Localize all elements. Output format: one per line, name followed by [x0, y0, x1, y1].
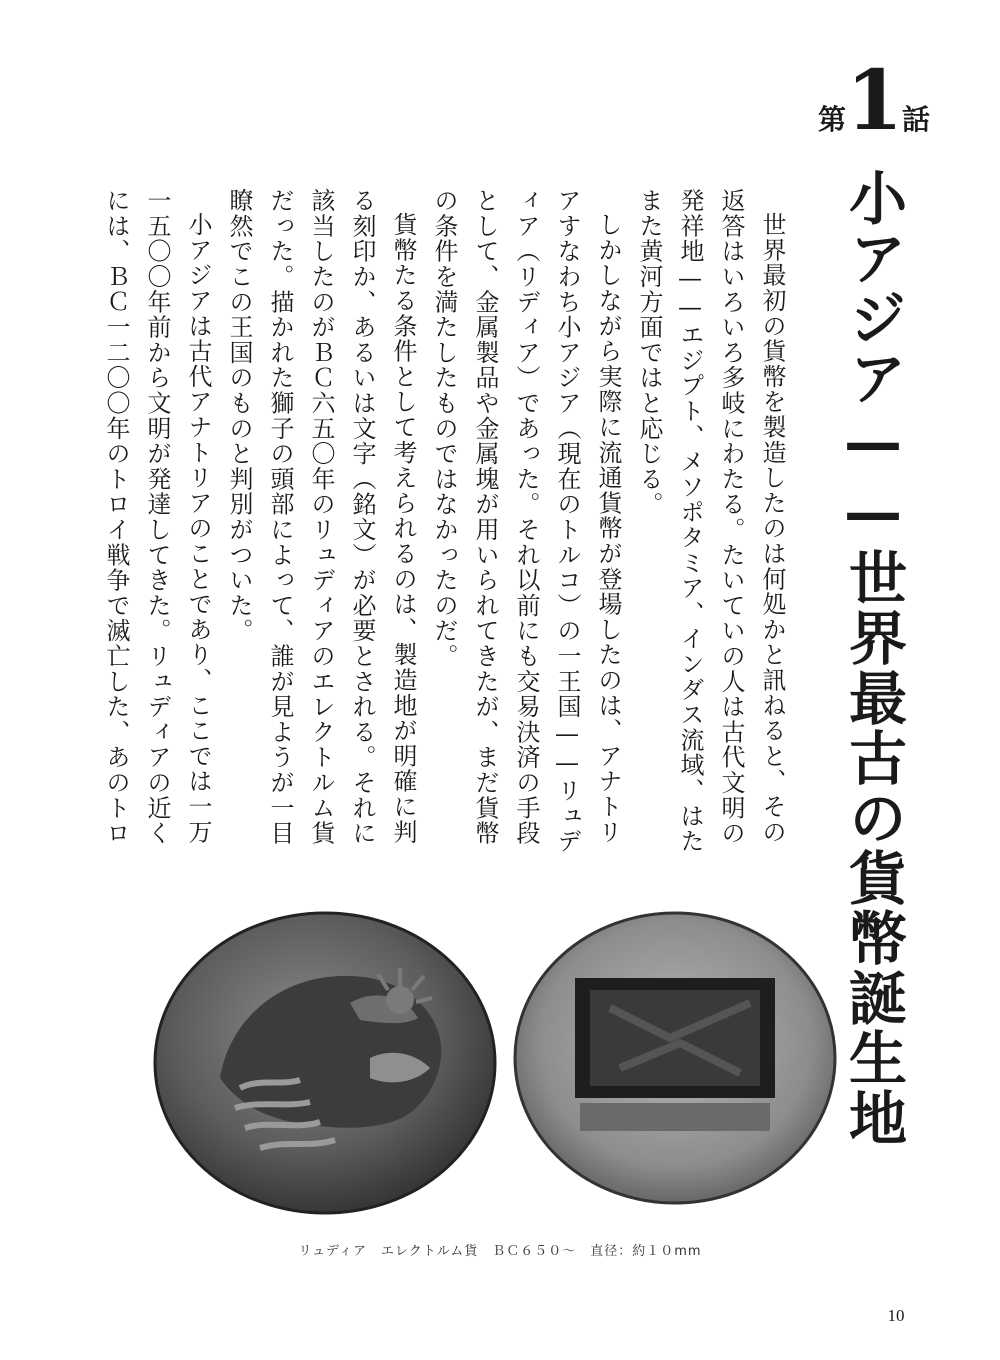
paragraph: 貨幣たる条件として考えられるのは、製造地が明確に判る刻印か、あるいは文字（銘文）が必要とされる。それに該当したのがＢＣ六五〇年のリュディアのエレクトルム貨だった。描かれた獅子の頭部によって、誰が見ようが一目瞭然でこの王国のものと判別がついた。	[225, 188, 417, 846]
page-number: 10	[887, 1306, 905, 1325]
paragraph: しかしながら実際に流通貨幣が登場したのは、アナトリアすなわち小アジア（現在のトルコ）の一王国——リュディア（リディア）であった。それ以前にも交易決済の手段として、金属製品や金属塊が用いられてきたが、まだ貨幣の条件を満たしたものではなかったのだ。	[430, 188, 622, 854]
chapter-suffix: 話	[902, 103, 931, 136]
coin-reverse	[515, 913, 835, 1203]
paragraph: 世界最初の貨幣を製造したのは何処かと訊ねると、その返答はいろいろ多岐にわたる。たいていの人は古代文明の発祥地——エジプト、メソポタミア、インダス流域、はたまた黄河方面ではと応じる。	[635, 188, 786, 854]
coin-caption: リュディア エレクトルム貨 ＢＣ６５０〜 直径：約１０mm	[298, 1244, 702, 1259]
paragraph: 小アジアは古代アナトリアのことであり、ここでは一万一五〇〇年前から文明が発達してきた。リュディアの近くには、ＢＣ一二〇〇年のトロイ戦争で滅亡した、あのトロ	[102, 188, 212, 846]
chapter-label	[800, 53, 950, 180]
coin-obverse	[155, 913, 495, 1213]
chapter-prefix: 第	[818, 103, 847, 136]
chapter-title: 小アジア——世界最古の貨幣誕生地	[839, 168, 907, 1148]
coin-photo	[150, 908, 840, 1218]
body-text	[102, 188, 792, 868]
chapter-number: 1	[846, 53, 904, 149]
